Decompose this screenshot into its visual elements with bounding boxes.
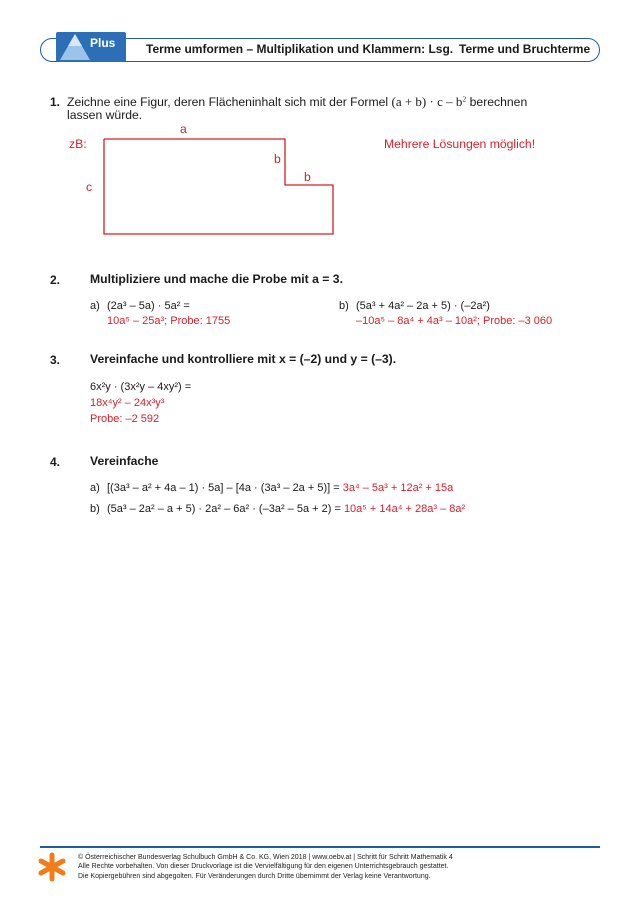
task2-b-label: b): [339, 300, 349, 312]
task1-formula-body: (a + b) · c – b: [391, 94, 463, 109]
figure-label-c: c: [86, 180, 93, 194]
task2-number: 2.: [50, 273, 61, 287]
task2-b-solution: –10a⁵ – 8a⁴ + 4a³ – 10a²; Probe: –3 060: [356, 315, 553, 327]
task2-a-label: a): [90, 300, 100, 312]
task4-title: Vereinfache: [90, 454, 159, 468]
task3-title: Vereinfache und kontrolliere mit x = (–2) und y = (–3).: [90, 352, 397, 366]
task4-b-line: [107, 503, 465, 515]
footer-line-3: Die Kopiergebühren sind abgegolten. Für Veränderungen durch Dritte übernimmt der Verlag keine Verantwortung.: [78, 872, 431, 880]
task4-number: 4.: [50, 455, 61, 469]
figure-label-a: a: [180, 122, 187, 136]
footer-line-1: © Österreichischer Bundesverlag Schulbuch GmbH & Co. KG, Wien 2018 | www.oebv.at | Schritt für Schritt Mathematik 4: [78, 854, 453, 861]
publisher-logo-icon: [38, 852, 66, 882]
page-title: Terme umformen – Multiplikation und Klammern: Lsg.: [146, 42, 454, 56]
task3-expression: 6x²y · (3x²y – 4xy²) =: [90, 381, 192, 393]
task1-text-before: Zeichne eine Figur, deren Flächeninhalt sich mit der Formel: [67, 95, 389, 109]
task1-text-after: berechnen: [469, 95, 528, 109]
task4-a-expression: [(3a³ – a² + 4a – 1) · 5a] – [4a · (3a³ – 2a + 5)] =: [107, 482, 340, 494]
footer-line-2: Alle Rechte vorbehalten. Von dieser Druckvorlage ist die Vervielfältigung für den eigenen Unterrichtsgebrauch gestattet.: [78, 863, 449, 871]
page-topic: Terme und Bruchterme: [459, 42, 591, 56]
area-figure: [0, 0, 640, 260]
footer-copyright: [78, 853, 453, 881]
figure-label-b-vertical: b: [274, 152, 281, 166]
task1-text-line2: lassen würde.: [67, 108, 143, 122]
task4-a-label: a): [90, 482, 100, 494]
footer-divider: [40, 846, 600, 848]
logo-text: Plus: [90, 36, 116, 50]
task1-formula-exponent: 2: [462, 94, 467, 104]
task4-b-solution: 10a⁵ + 14a⁴ + 28a³ – 8a²: [343, 503, 466, 515]
task4-b-label: b): [90, 503, 100, 515]
task3-solution: 18x⁴y² – 24x³y³: [90, 397, 165, 409]
task4-b-expression: (5a³ – 2a² – a + 5) · 2a² – 6a² · (–3a² – 5a + 2) =: [107, 503, 341, 515]
task1-number: 1.: [50, 95, 61, 109]
task2-b-expression: (5a³ + 4a² – 2a + 5) · (–2a²): [356, 300, 490, 312]
task4-a-line: [107, 482, 453, 494]
task3-number: 3.: [50, 353, 61, 367]
task2-title: Multipliziere und mache die Probe mit a = 3.: [90, 272, 343, 286]
task2-a-solution: 10a⁵ – 25a³; Probe: 1755: [107, 315, 231, 327]
figure-label-b-horizontal: b: [304, 170, 311, 184]
example-label: zB:: [69, 137, 87, 151]
task3-probe: Probe: –2 592: [90, 413, 160, 425]
task2-a-expression: (2a³ – 5a) · 5a² =: [107, 300, 190, 312]
task4-a-solution: 3a⁴ – 5a³ + 12a² + 15a: [342, 482, 454, 494]
area-figure-outline: [104, 139, 333, 234]
task1-note: Mehrere Lösungen möglich!: [384, 137, 536, 151]
